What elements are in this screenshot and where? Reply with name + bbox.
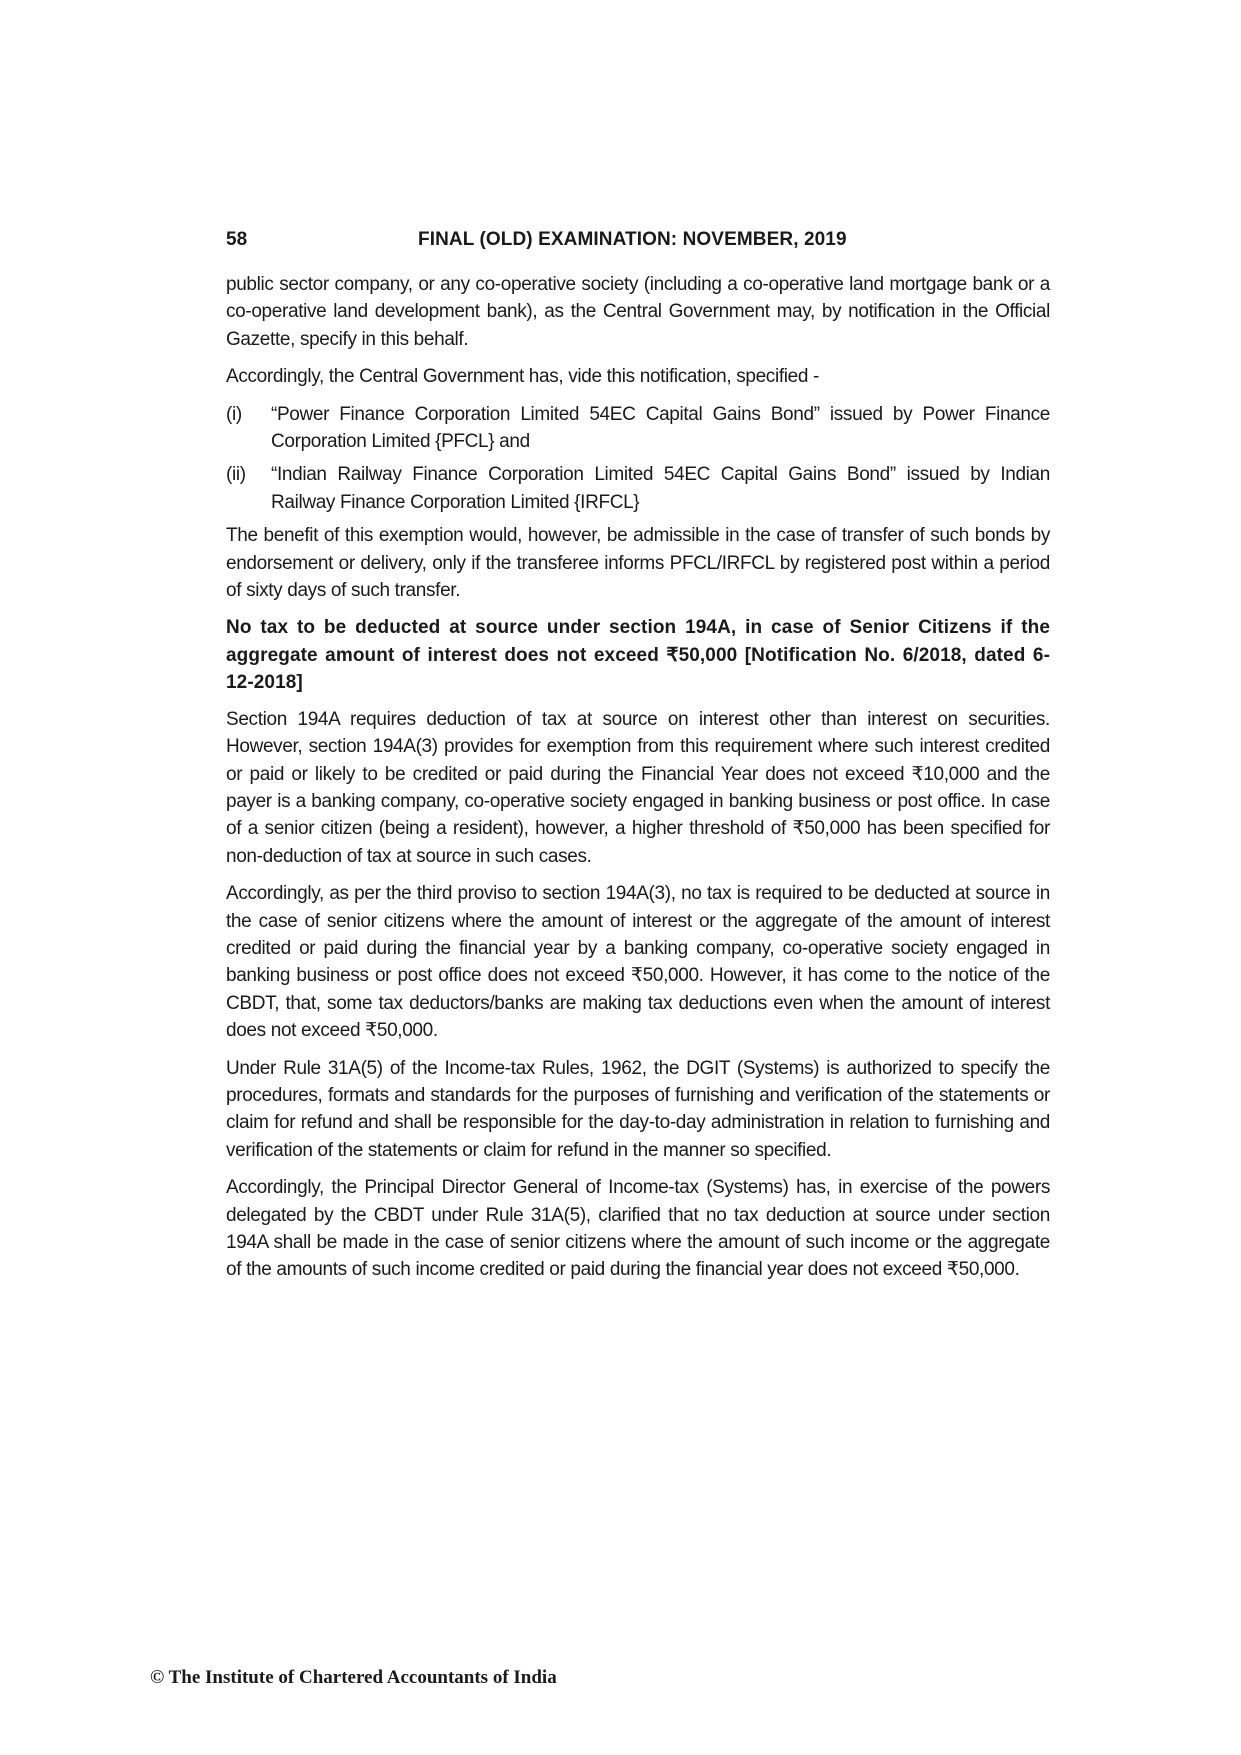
list-item bbox=[226, 401, 1050, 456]
list-item bbox=[226, 461, 1050, 516]
paragraph-5: Accordingly, as per the third proviso to section 194A(3), no tax is required to be deducted at source in the case of senior citizens where the amount of interest or the aggregate of the amount of interest credited or paid during the financial year by a banking company, co-operative society engaged in banking business or post office does not exceed ₹50,000. However, it has come to the notice of the CBDT, that, some tax deductors/banks are making tax deductions even when the amount of interest does not exceed ₹50,000. bbox=[226, 883, 1050, 1042]
list-marker: (ii) bbox=[226, 464, 246, 486]
list-item-text: “Indian Railway Finance Corporation Limited 54EC Capital Gains Bond” issued by Indian Railway Finance Corporation Limited {IRFCL} bbox=[271, 464, 1050, 513]
paragraph-7: Accordingly, the Principal Director General of Income-tax (Systems) has, in exercise of the powers delegated by the CBDT under Rule 31A(5), clarified that no tax deduction at source under section 194A shall be made in the case of senior citizens where the amount of such income or the aggregate of the amounts of such income credited or paid during the financial year does not exceed ₹50,000. bbox=[226, 1177, 1050, 1281]
page-header bbox=[226, 229, 1050, 255]
paragraph-1: public sector company, or any co-operative society (including a co-operative land mortgage bank or a co-operative land development bank), as the Central Government may, by notification in the Official Gazette, specify in this behalf. bbox=[226, 274, 1050, 350]
copyright-footer: © The Institute of Chartered Accountants of India bbox=[150, 1667, 557, 1688]
paragraph-3: The benefit of this exemption would, however, be admissible in the case of transfer of such bonds by endorsement or delivery, only if the transferee informs PFCL/IRFCL by registered post within a period of sixty days of such transfer. bbox=[226, 525, 1050, 602]
list-marker: (i) bbox=[226, 403, 242, 425]
section-heading: No tax to be deducted at source under section 194A, in case of Senior Citizens if the aggregate amount of interest does not exceed ₹50,000 [Notification No. 6/2018, dated 6-12-2018] bbox=[226, 617, 1050, 694]
page-content bbox=[226, 271, 1050, 1294]
page-number: 58 bbox=[226, 229, 248, 250]
list-item-text: “Power Finance Corporation Limited 54EC Capital Gains Bond” issued by Power Finance Corporation Limited {PFCL} and bbox=[271, 403, 1050, 453]
exam-title: FINAL (OLD) EXAMINATION: NOVEMBER, 2019 bbox=[418, 229, 847, 250]
paragraph-4: Section 194A requires deduction of tax at source on interest other than interest on securities. However, section 194A(3) provides for exemption from this requirement where such interest credited or paid or likely to be credited or paid during the Financial Year does not exceed ₹10,000 and the payer is a banking company, co-operative society engaged in banking business or post office. In case of a senior citizen (being a resident), however, a higher threshold of ₹50,000 has been specified for non-deduction of tax at source in such cases. bbox=[226, 708, 1050, 867]
paragraph-2: Accordingly, the Central Government has, vide this notification, specified - bbox=[226, 366, 819, 388]
paragraph-6: Under Rule 31A(5) of the Income-tax Rules, 1962, the DGIT (Systems) is authorized to specify the procedures, formats and standards for the purposes of furnishing and verification of the statements or claim for refund and shall be responsible for the day-to-day administration in relation to furnishing and verification of the statements or claim for refund in the manner so specified. bbox=[226, 1057, 1050, 1161]
bond-list bbox=[226, 401, 1050, 517]
